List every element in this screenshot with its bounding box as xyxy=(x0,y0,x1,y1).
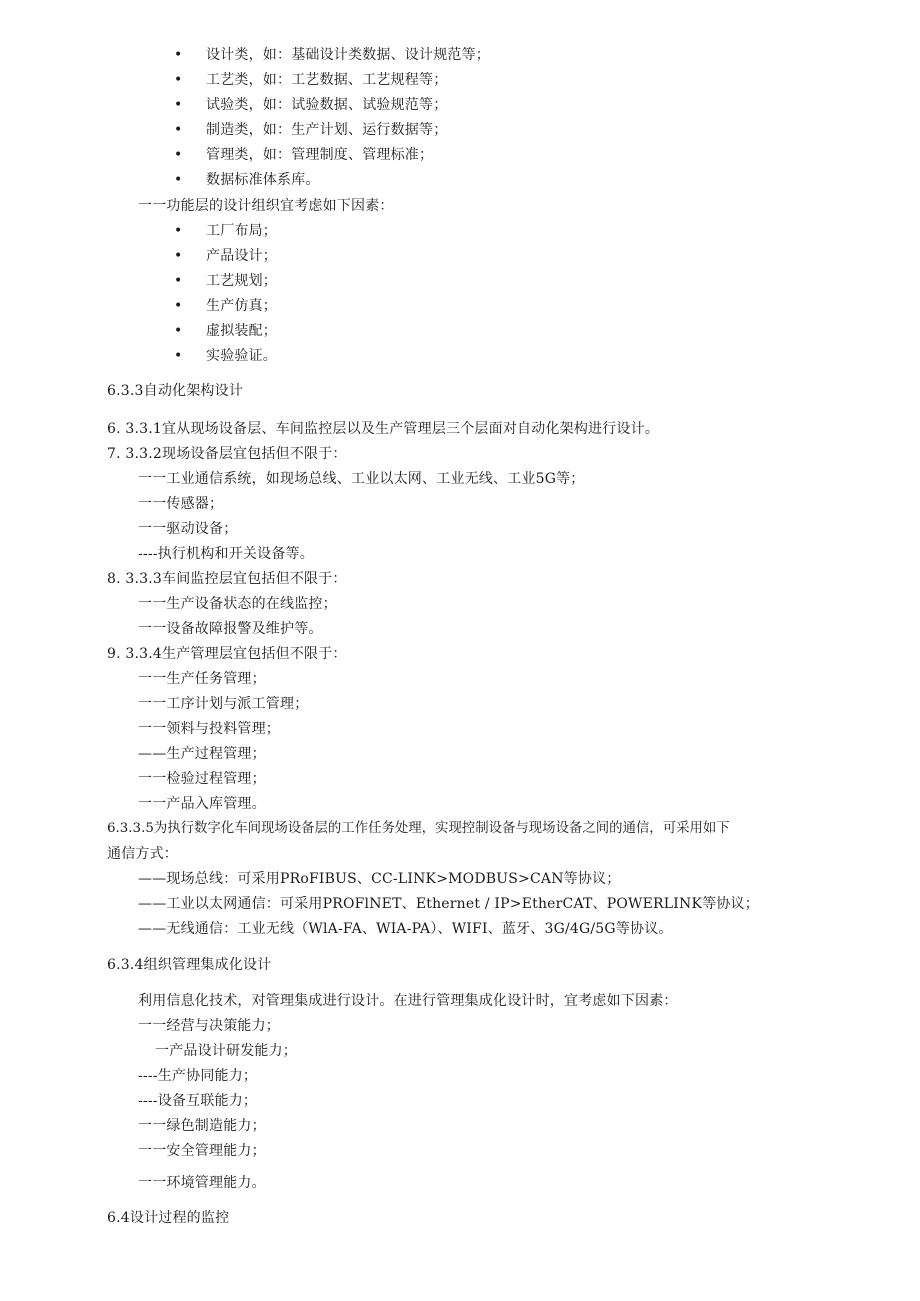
bullet-icon: • xyxy=(174,323,183,339)
list-item: ----设备互联能力； xyxy=(138,1093,258,1109)
list-item: ----执行机构和开关设备等。 xyxy=(138,546,314,562)
list-item: 一一安全管理能力； xyxy=(138,1143,266,1159)
list-item-text: 工艺规划； xyxy=(206,273,277,289)
section-heading-6-3-4: 6.3.4组织管理集成化设计 xyxy=(107,957,272,973)
list-item: ——无线通信：工业无线（WlA-FA、WIA-PA）、WIFI、蓝牙、3G/4G/5G等协议。 xyxy=(138,921,673,937)
paragraph-6-3-3-1: 6. 3.3.1宜从现场设备层、车间监控层以及生产管理层三个层面对自动化架构进行设计。 xyxy=(107,421,660,437)
list-item: 一一工业通信系统，如现场总线、工业以太网、工业无线、工业5G等； xyxy=(138,471,585,487)
list-item: ——现场总线：可采用PRoFIBUS、CC-LINK>MODBUS>CAN等协议； xyxy=(138,871,621,887)
list-item: 一一环境管理能力。 xyxy=(138,1175,266,1191)
bullet-icon: • xyxy=(174,97,183,113)
list-item xyxy=(174,296,277,316)
paragraph-6-3-4: 利用信息化技术，对管理集成进行设计。在进行管理集成化设计时，宜考虑如下因素： xyxy=(138,993,678,1009)
paragraph-6-3-3-3: 8. 3.3.3车间监控层宜包括但不限于： xyxy=(107,571,347,587)
list-item xyxy=(174,170,320,190)
list-item: 一一设备故障报警及维护等。 xyxy=(138,621,323,637)
paragraph-6-3-3-2: 7. 3.3.2现场设备层宜包括但不限于： xyxy=(107,446,347,462)
list-item: ——生产过程管理； xyxy=(138,746,266,762)
bullet-icon: • xyxy=(174,172,183,188)
list-item: 一产品设计研发能力； xyxy=(155,1043,297,1059)
list-item: 一一绿色制造能力； xyxy=(138,1118,266,1134)
list-item xyxy=(174,120,447,140)
paragraph-6-3-3-5: 6.3.3.5为执行数字化车间现场设备层的工作任务处理，实现控制设备与现场设备之间的通信，可采用如下 xyxy=(107,821,730,836)
section-heading-6-4: 6.4设计过程的监控 xyxy=(107,1210,230,1226)
list-item: ----生产协同能力； xyxy=(138,1068,258,1084)
list-item: 一一生产设备状态的在线监控； xyxy=(138,596,337,612)
list-item xyxy=(174,95,447,115)
list-item xyxy=(174,221,277,241)
bullet-icon: • xyxy=(174,348,183,364)
list-item xyxy=(174,70,447,90)
list-item-text: 试验类，如：试验数据、试验规范等； xyxy=(206,97,448,113)
bullet-icon: • xyxy=(174,122,183,138)
list-item: 一一驱动设备； xyxy=(138,521,238,537)
function-layer-intro: 一一功能层的设计组织宜考虑如下因素： xyxy=(138,198,394,214)
list-item-text: 产品设计； xyxy=(206,248,277,264)
list-item xyxy=(174,271,277,291)
list-item-text: 数据标准体系库。 xyxy=(206,172,320,188)
bullet-icon: • xyxy=(174,147,183,163)
paragraph-6-3-3-4: 9. 3.3.4生产管理层宜包括但不限于： xyxy=(107,646,347,662)
list-item-text: 工艺类，如：工艺数据、工艺规程等； xyxy=(206,72,448,88)
list-item: 一一传感器； xyxy=(138,496,224,512)
bullet-icon: • xyxy=(174,273,183,289)
bullet-icon: • xyxy=(174,298,183,314)
list-item xyxy=(174,246,277,266)
list-item-text: 虚拟装配； xyxy=(206,323,277,339)
bullet-icon: • xyxy=(174,47,183,63)
list-item-text: 实验验证。 xyxy=(206,348,277,364)
list-item-text: 工厂布局； xyxy=(206,223,277,239)
paragraph-6-3-3-5-continued: 通信方式： xyxy=(107,846,178,862)
list-item: 一一产品入库管理。 xyxy=(138,796,266,812)
list-item: 一一经营与决策能力； xyxy=(138,1018,280,1034)
list-item: 一一领料与投料管理； xyxy=(138,721,280,737)
list-item: 一一工序计划与派工管理； xyxy=(138,696,309,712)
bullet-icon: • xyxy=(174,248,183,264)
bullet-icon: • xyxy=(174,223,183,239)
bullet-icon: • xyxy=(174,72,183,88)
list-item-text: 制造类，如：生产计划、运行数据等； xyxy=(206,122,448,138)
list-item xyxy=(174,346,277,366)
list-item xyxy=(174,145,433,165)
list-item-text: 生产仿真； xyxy=(206,298,277,314)
list-item-text: 设计类，如：基础设计类数据、设计规范等； xyxy=(206,47,490,63)
list-item xyxy=(174,45,490,65)
list-item: 一一生产任务管理； xyxy=(138,671,266,687)
list-item xyxy=(174,321,277,341)
section-heading-6-3-3: 6.3.3自动化架构设计 xyxy=(107,383,244,399)
list-item-text: 管理类，如：管理制度、管理标准； xyxy=(206,147,434,163)
list-item: 一一检验过程管理； xyxy=(138,771,266,787)
list-item: ——工业以太网通信：可采用PROFlNET、Ethernet / IP>EtherCAT、POWERLINK等协议； xyxy=(138,896,759,912)
